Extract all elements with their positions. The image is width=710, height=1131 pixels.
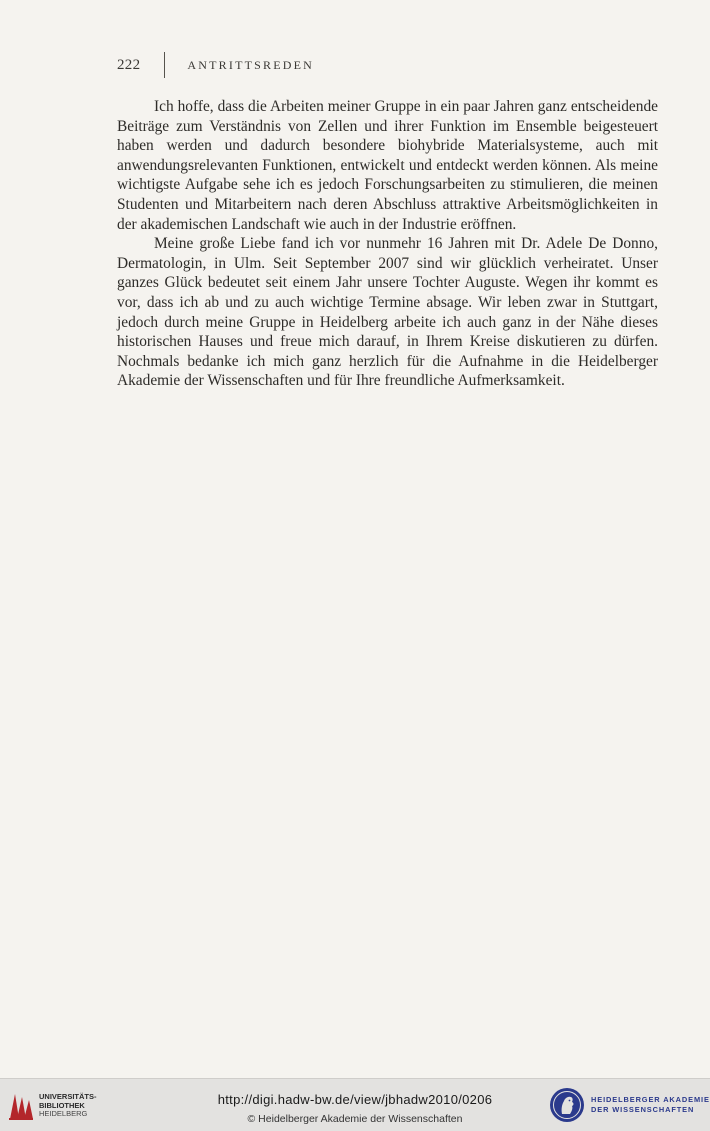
library-logo-line-3: HEIDELBERG bbox=[39, 1109, 88, 1119]
page-number: 222 bbox=[117, 56, 141, 73]
academy-logo-line-2: DER WISSENSCHAFTEN bbox=[591, 1105, 695, 1114]
academy-logo-text bbox=[591, 1095, 710, 1115]
academy-seal-icon bbox=[549, 1087, 585, 1123]
academy-logo-line-1: HEIDELBERGER AKADEMIE bbox=[591, 1095, 710, 1104]
academy-logo[interactable] bbox=[549, 1087, 710, 1123]
paragraph-1: Ich hoffe, dass die Arbeiten meiner Gruppe in ein paar Jahren ganz entscheidende Beiträge zum Verständnis von Zellen und ihrer Funktion im Ensemble beigesteuert haben werden und dadurch besondere biohybride Materialsysteme, auch mit anwendungsrelevanten Funktionen, entwickelt und entdeckt werden können. Als meine wichtigste Aufgabe sehe ich es jedoch Forschungsarbeiten zu stimulieren, die meinen Studenten und Mitarbeitern nach deren Abschluss attraktive Arbeitsmöglichkeiten in der akademischen Landschaft wie auch in der Industrie eröffnen. bbox=[117, 98, 658, 233]
body-text bbox=[117, 97, 658, 391]
library-logo-line-1: UNIVERSITÄTS- bbox=[39, 1092, 97, 1102]
viewer-footer bbox=[0, 1078, 710, 1131]
paragraph-2: Meine große Liebe fand ich vor nunmehr 16 Jahren mit Dr. Adele De Donno, Dermatologin, in Ulm. Seit September 2007 sind wir glücklich verheiratet. Unser ganzes Glück bedeutet seit einem Jahr unsere Tochter Auguste. Wegen ihr kommt es vor, dass ich ab und zu auch wichtige Termine absage. Wir leben zwar in Stuttgart, jedoch durch meine Gruppe in Heidelberg arbeite ich auch ganz in der Nähe dieses historischen Hauses und freue mich darauf, in Ihrem Kreise diskutieren zu dürfen. Nochmals bedanke ich mich ganz herzlich für die Aufnahme in die Heidelberger Akademie der Wissenschaften und für Ihre freundliche Aufmerksamkeit. bbox=[117, 235, 658, 390]
header-divider bbox=[164, 52, 165, 78]
running-head bbox=[117, 52, 314, 78]
copyright-notice: © Heidelberger Akademie der Wissenschaften bbox=[247, 1113, 463, 1125]
library-logo-line-2: BIBLIOTHEK bbox=[39, 1100, 85, 1110]
section-title: ANTRITTSREDEN bbox=[187, 57, 314, 72]
permalink-url[interactable]: http://digi.hadw-bw.de/view/jbhadw2010/0206 bbox=[217, 1092, 493, 1107]
